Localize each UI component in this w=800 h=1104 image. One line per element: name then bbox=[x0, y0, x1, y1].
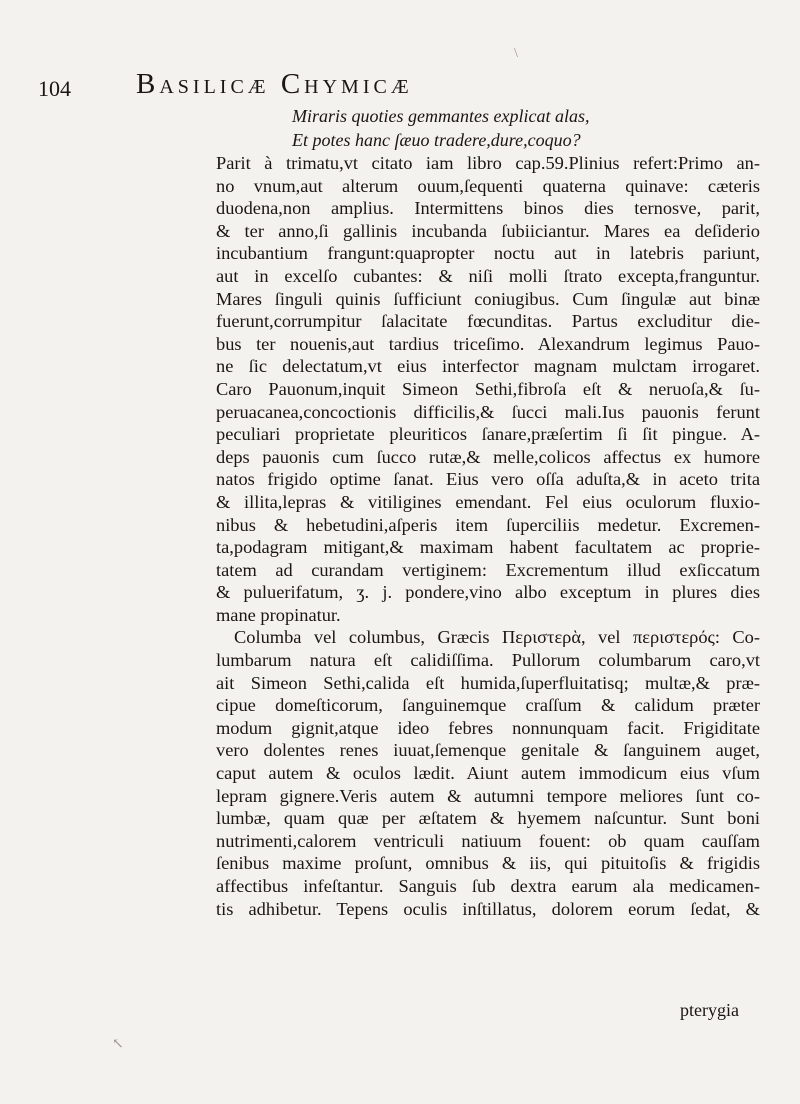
text-line: incubantium frangunt:quapropter noctu aut in latebris pariunt, bbox=[216, 243, 760, 264]
text-line: peculiari proprietate pleuriticos ſanare,præſertim ſi ſit pingue. A- bbox=[216, 424, 760, 445]
verse-line: Et potes hanc ſæuo tradere,dure,coquo? bbox=[292, 130, 581, 150]
text-line: & illita,lepras & vitiligines emendant. Fel eius oculorum fluxio- bbox=[216, 491, 760, 512]
verse-line: Miraris quoties gemmantes explicat alas, bbox=[292, 106, 590, 126]
text-line: fuerunt,corrumpitur ſalacitate fœcunditas. Partus excluditur die- bbox=[216, 311, 760, 332]
text-line: affectibus infeſtantur. Sanguis ſub dextra earum ala medicamen- bbox=[216, 876, 760, 896]
text-line: cipue domeſticorum, ſanguinemque craſſum & calidum præter bbox=[216, 695, 760, 716]
page-number: 104 bbox=[38, 76, 71, 101]
text-line: modum gignit,atque ideo febres nonnunquam facit. Frigiditate bbox=[216, 717, 760, 738]
text-line: vero dolentes renes iuuat,ſemenque genitale & ſanguinem auget, bbox=[216, 740, 760, 761]
text-line: lepram gignere.Veris autem & autumni tempore meliores ſunt co- bbox=[216, 785, 760, 806]
text-line: nibus & hebetudini,aſperis item ſuperciliis medetur. Excremen- bbox=[216, 514, 760, 535]
text-line: caput autem & oculos lædit. Aiunt autem immodicum eius vſum bbox=[216, 763, 760, 784]
text-line: Parit à trimatu,vt citato iam libro cap.59.Plinius refert:Primo an- bbox=[216, 153, 760, 173]
text-line: ait Simeon Sethi,calida eſt humida,ſuperfluitatisq; multæ,& præ- bbox=[216, 672, 760, 693]
text-line: Columba vel columbus, Græcis Περιστερὰ, vel περιστερός: Co- bbox=[234, 627, 760, 648]
text-line: no vnum,aut alterum ouum,ſequenti quaterna quinave: cæteris bbox=[216, 175, 760, 196]
page-header bbox=[38, 68, 758, 102]
text-line: peruacanea,concoctionis difficilis,& ſucci mali.Ius pauonis ferunt bbox=[216, 401, 760, 422]
text-line: deps pauonis cum ſucco rutæ,& melle,colicos affectus ex humore bbox=[216, 446, 760, 467]
body-text bbox=[216, 152, 760, 920]
text-line: tis adhibetur. Tepens oculis inſtillatus, dolorem eorum ſedat, & bbox=[216, 898, 760, 919]
text-line: natos frigido optime ſanat. Eius vero oſſa aduſta,& in aceto trita bbox=[216, 469, 760, 490]
text-line: Mares ſinguli quinis ſufficiunt coniugibus. Cum ſingulæ aut binæ bbox=[216, 288, 760, 309]
text-line: mane propinatur. bbox=[216, 604, 341, 625]
catchword: pterygia bbox=[680, 1000, 739, 1020]
text-line: bus ter nouenis,aut tardius triceſimo. Alexandrum legimus Pauo- bbox=[216, 333, 760, 354]
text-line: Caro Pauonum,inquit Simeon Sethi,fibroſa eſt & neruoſa,& ſu- bbox=[216, 378, 760, 399]
stray-mark: \ bbox=[514, 46, 518, 61]
text-line: & ter anno,ſi gallinis incubanda ſubiiciantur. Mares ea deſiderio bbox=[216, 220, 760, 241]
text-line: tatem ad curandam vertiginem: Excrementum illud exſiccatum bbox=[216, 559, 760, 580]
text-line: lumbæ, quam quæ per æſtatem & hyemem naſcuntur. Sunt boni bbox=[216, 808, 760, 829]
text-line: nutrimenti,calorem ventriculi natiuum fouent: ob quam cauſſam bbox=[216, 830, 760, 851]
text-line: ne ſic delectatum,vt eius interfector magnam mulctam irrogaret. bbox=[216, 356, 760, 377]
text-line: ta,podagram mitigant,& maximam habent facultatem ac proprie- bbox=[216, 537, 760, 558]
text-line: duodena,non amplius. Intermittens binos dies ternosve, parit, bbox=[216, 198, 760, 219]
stray-mark: ↖ bbox=[112, 1037, 124, 1052]
text-line: ſenibus maxime proſunt, omnibus & iis, qui pituitoſis & frigidis bbox=[216, 853, 760, 874]
text-line: & puluerifatum, ʒ. j. pondere,vino albo exceptum in plures dies bbox=[216, 582, 760, 603]
text-line: aut in excelſo cubantes: & niſi molli ſtrato excepta,franguntur. bbox=[216, 265, 760, 286]
running-title: Basilicæ Chymicæ bbox=[136, 68, 413, 100]
text-line: lumbarum natura eſt calidiſſima. Pullorum columbarum caro,vt bbox=[216, 650, 760, 671]
